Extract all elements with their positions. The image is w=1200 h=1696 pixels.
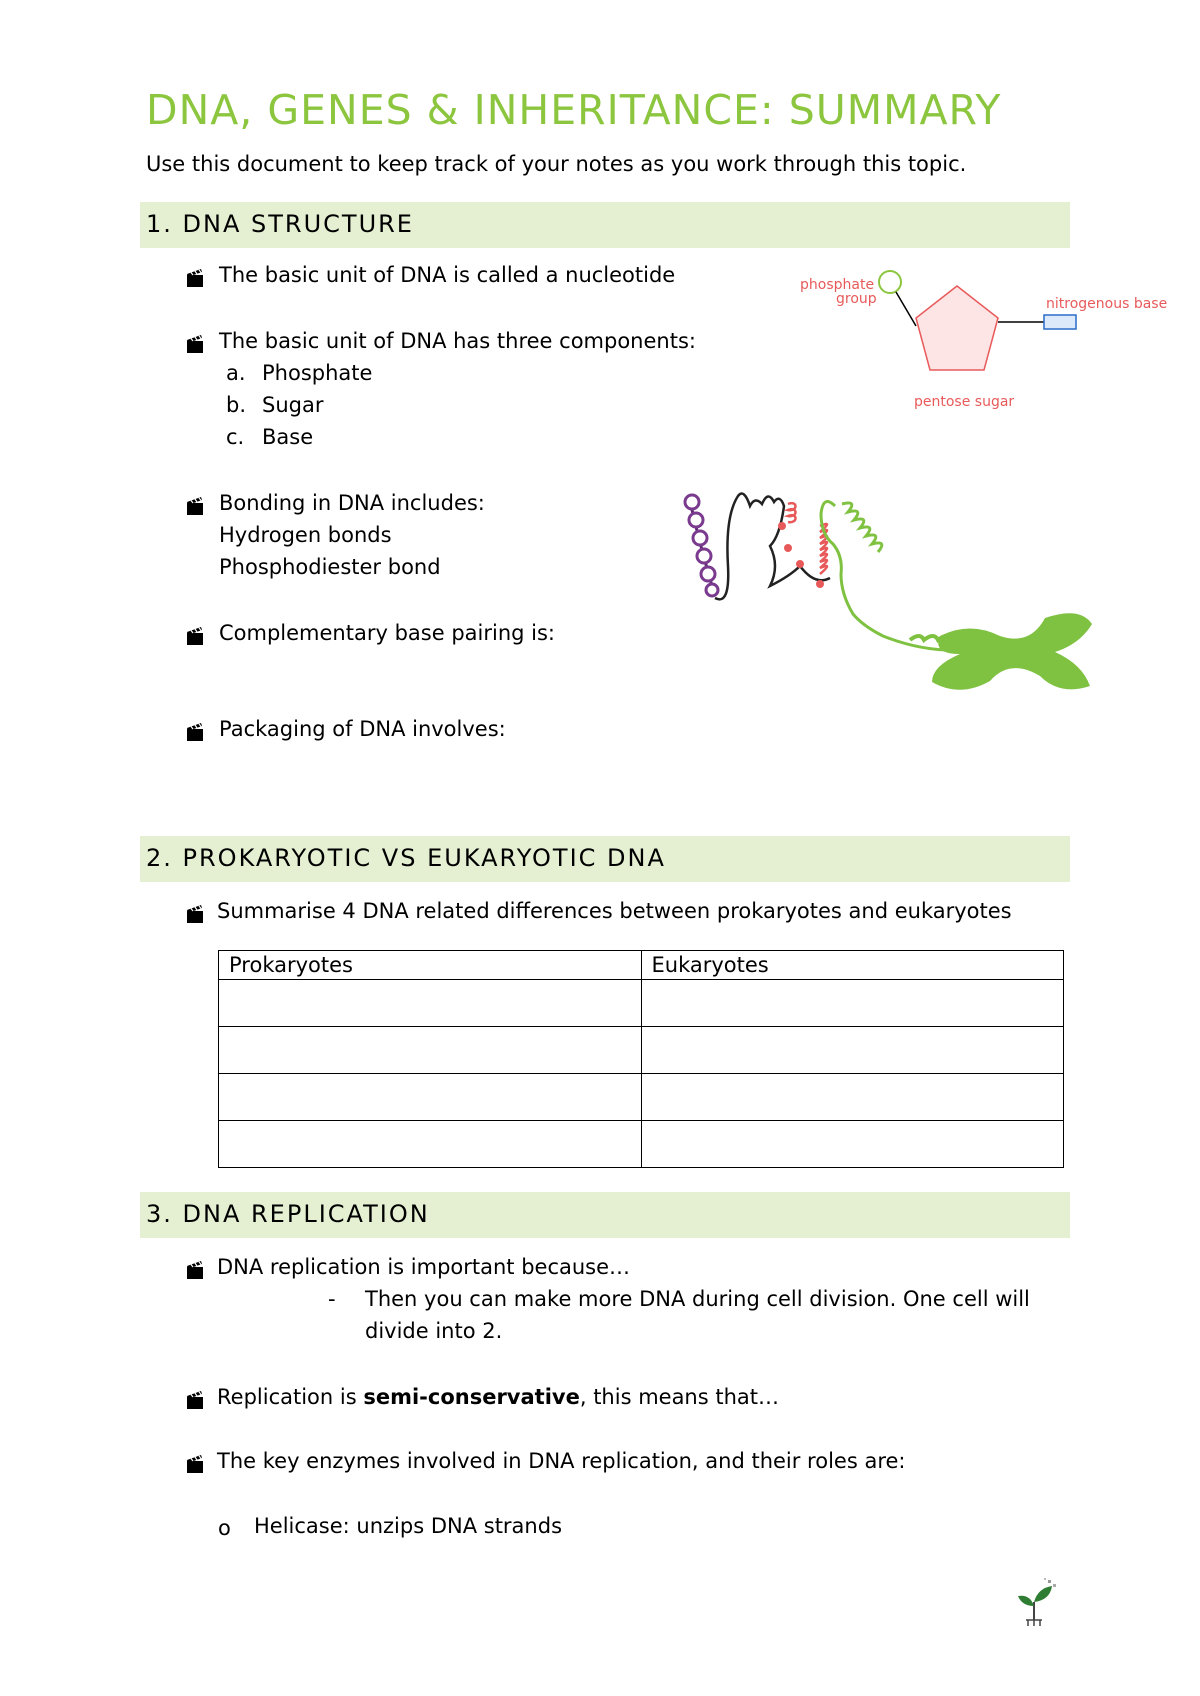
clapperboard-icon (186, 722, 204, 742)
semi-conservative-term: semi-conservative (363, 1385, 580, 1409)
table-cell[interactable] (641, 980, 1064, 1027)
bullet-key-enzymes: The key enzymes involved in DNA replication, and their roles are: (217, 1449, 906, 1473)
bond-item: Hydrogen bonds (219, 523, 392, 547)
table-row (219, 1074, 1064, 1121)
clapperboard-icon (186, 268, 204, 288)
table-row (219, 1027, 1064, 1074)
table-cell[interactable] (219, 1074, 642, 1121)
bullet-replication-importance: DNA replication is important because… (217, 1255, 631, 1279)
table-row (219, 1121, 1064, 1168)
list-item: Sugar (262, 393, 324, 417)
phosphate-circle (879, 271, 901, 293)
list-item: Phosphate (262, 361, 373, 385)
table-cell[interactable] (641, 1027, 1064, 1074)
chromosome-icon (932, 613, 1092, 690)
table-cell[interactable] (641, 1121, 1064, 1168)
comparison-table (218, 950, 1064, 1168)
table-row (219, 980, 1064, 1027)
nucleotide-diagram (790, 260, 1170, 420)
bullet-semi-conservative (217, 1385, 779, 1409)
list-marker: a. (226, 361, 246, 385)
sprout-logo-icon (1008, 1576, 1062, 1630)
clapperboard-icon (186, 496, 204, 516)
phosphate-label: phosphate (800, 277, 875, 293)
pentose-sugar-label: pentose sugar (914, 394, 1015, 410)
green-coil (821, 502, 980, 651)
table-cell[interactable] (219, 1121, 642, 1168)
base-rect (1044, 315, 1076, 329)
clapperboard-icon (186, 1390, 204, 1410)
bullet-summarise: Summarise 4 DNA related differences between prokaryotes and eukaryotes (217, 899, 1012, 923)
column-header-prokaryotes: Prokaryotes (219, 951, 642, 980)
section-2-heading: 2. PROKARYOTIC VS EUKARYOTIC DNA (146, 844, 666, 872)
document-subtitle: Use this document to keep track of your notes as you work through this topic. (146, 152, 967, 176)
table-cell[interactable] (219, 1027, 642, 1074)
clapperboard-icon (186, 904, 204, 924)
clapperboard-icon (186, 1260, 204, 1280)
bullet-components: The basic unit of DNA has three components: (219, 329, 696, 353)
column-header-eukaryotes: Eukaryotes (641, 951, 1064, 980)
answer-dash: - (328, 1287, 336, 1311)
section-1-header (140, 202, 1070, 248)
section-2-header (140, 836, 1070, 882)
table-cell[interactable] (641, 1074, 1064, 1121)
list-item: Base (262, 425, 314, 449)
table-header-row (219, 951, 1064, 980)
clapperboard-icon (186, 334, 204, 354)
clapperboard-icon (186, 1454, 204, 1474)
bullet-bonding: Bonding in DNA includes: (219, 491, 485, 515)
section-3-header (140, 1192, 1070, 1238)
group-label: group (836, 291, 877, 307)
section-3-heading: 3. DNA REPLICATION (146, 1200, 430, 1228)
bond-item: Phosphodiester bond (219, 555, 441, 579)
document-title: DNA, GENES & INHERITANCE: SUMMARY (146, 86, 1002, 134)
dna-packaging-illustration (670, 486, 1140, 726)
section-1-heading: 1. DNA STRUCTURE (146, 210, 414, 238)
semi-conservative-prefix: Replication is (217, 1385, 364, 1409)
bullet-nucleotide: The basic unit of DNA is called a nucleotide (219, 263, 676, 287)
bullet-packaging: Packaging of DNA involves: (219, 717, 506, 741)
nitrogenous-base-label: nitrogenous base (1046, 296, 1168, 312)
answer-line: Then you can make more DNA during cell division. One cell will (365, 1287, 1030, 1311)
answer-line: divide into 2. (365, 1319, 503, 1343)
enzyme-item: Helicase: unzips DNA strands (254, 1514, 563, 1538)
nucleosome-beads (685, 495, 718, 596)
table-cell[interactable] (219, 980, 642, 1027)
list-marker: b. (226, 393, 247, 417)
list-marker: c. (226, 425, 245, 449)
bullet-base-pairing: Complementary base pairing is: (219, 621, 555, 645)
clapperboard-icon (186, 626, 204, 646)
pentose-pentagon (916, 286, 998, 370)
semi-conservative-suffix: , this means that… (579, 1385, 780, 1409)
enzyme-marker: o (218, 1516, 231, 1540)
